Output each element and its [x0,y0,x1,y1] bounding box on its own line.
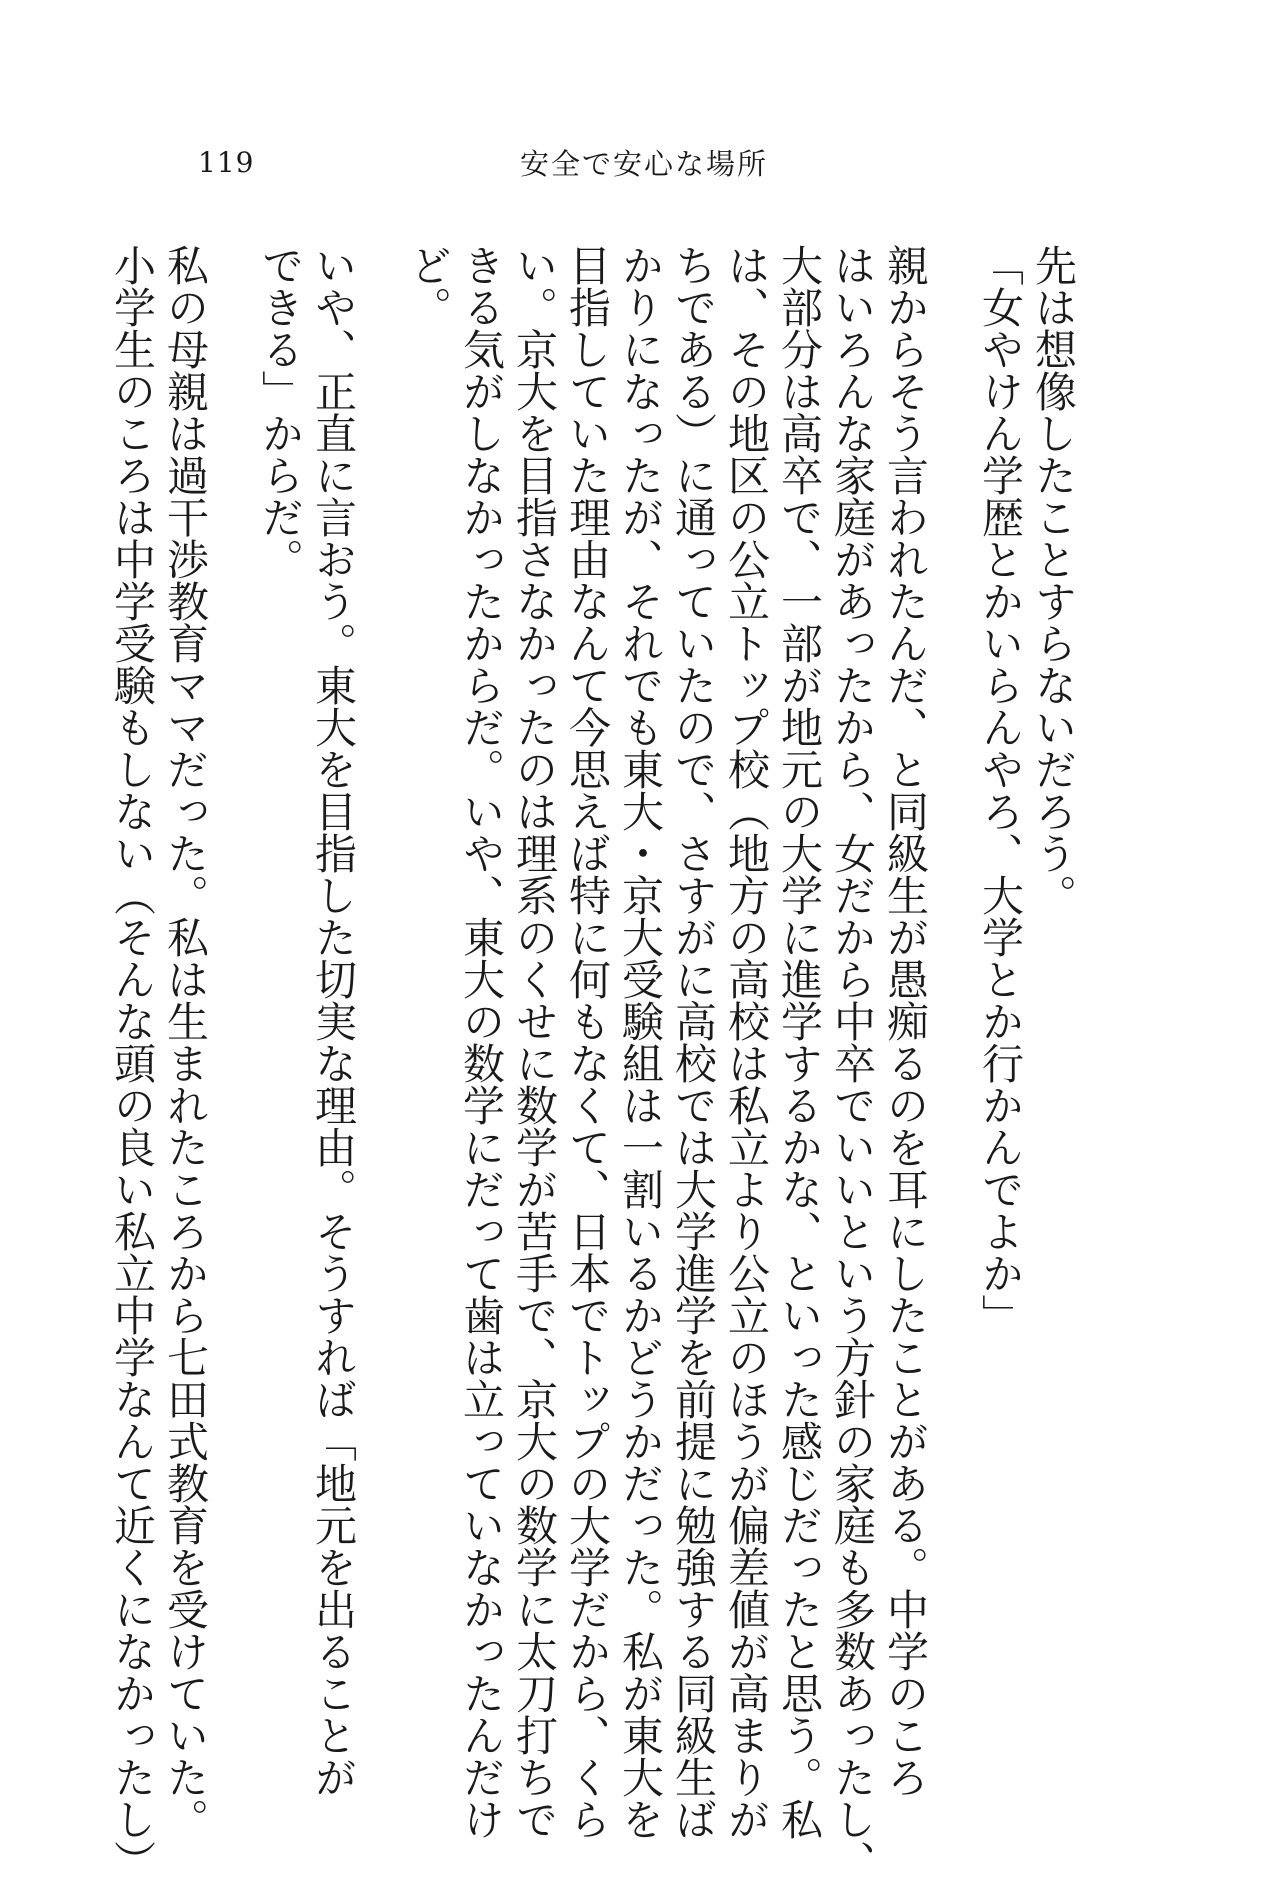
text-column-10: い。京大を目指さなかったのは理系のくせに数学が苦手で、京大の数学に太刀打ちで [510,244,559,1840]
vertical-body-text [108,244,1080,1882]
text-column-6: は、その地区の公立トップ校（地方の高校は私立より公立のほうが偏差値が高まりが [722,244,771,1840]
text-column-8: かりになったが、それでも東大・京大受験組は一割いるかどうかだった。私が東大を [616,244,665,1840]
text-column-13: いや、正直に言おう。東大を目指した切実な理由。そうすれば「地元を出ることが [309,244,358,1798]
text-column-3: 親からそう言われたんだ、と同級生が愚痴るのを耳にしたことがある。中学のころ [881,244,930,1798]
page-number: 119 [198,146,255,179]
text-column-9: 目指していた理由なんて今思えば特に何もなくて、日本でトップの大学だから、くら [563,244,612,1840]
text-column-2: 「女やけん学歴とかいらんやろ、大学とか行かんでよか」 [976,244,1025,1336]
text-column-12: ど。 [404,244,453,328]
text-column-7: ちである）に通っていたので、さすがに高校では大学進学を前提に勉強する同級生ば [669,244,718,1840]
text-column-16: 小学生のころは中学受験もしない（そんな頭の良い私立中学なんて近くになかったし） [108,244,157,1882]
text-column-5: 大部分は高卒で、一部が地元の大学に進学するかな、といった感じだったと思う。私 [775,244,824,1840]
text-column-15: 私の母親は過干渉教育ママだった。私は生まれたころから七田式教育を受けていた。 [161,244,210,1840]
text-column-14: できる」からだ。 [256,244,305,580]
text-column-4: はいろんな家庭があったから、女だから中卒でいいという方針の家庭も多数あったし、 [828,244,877,1882]
text-column-1: 先は想像したことすらないだろう。 [1029,244,1078,916]
text-column-11: きる気がしなかったからだ。いや、東大の数学にだって歯は立っていなかったんだけ [457,244,506,1840]
running-title: 安全で安心な場所 [520,147,769,181]
